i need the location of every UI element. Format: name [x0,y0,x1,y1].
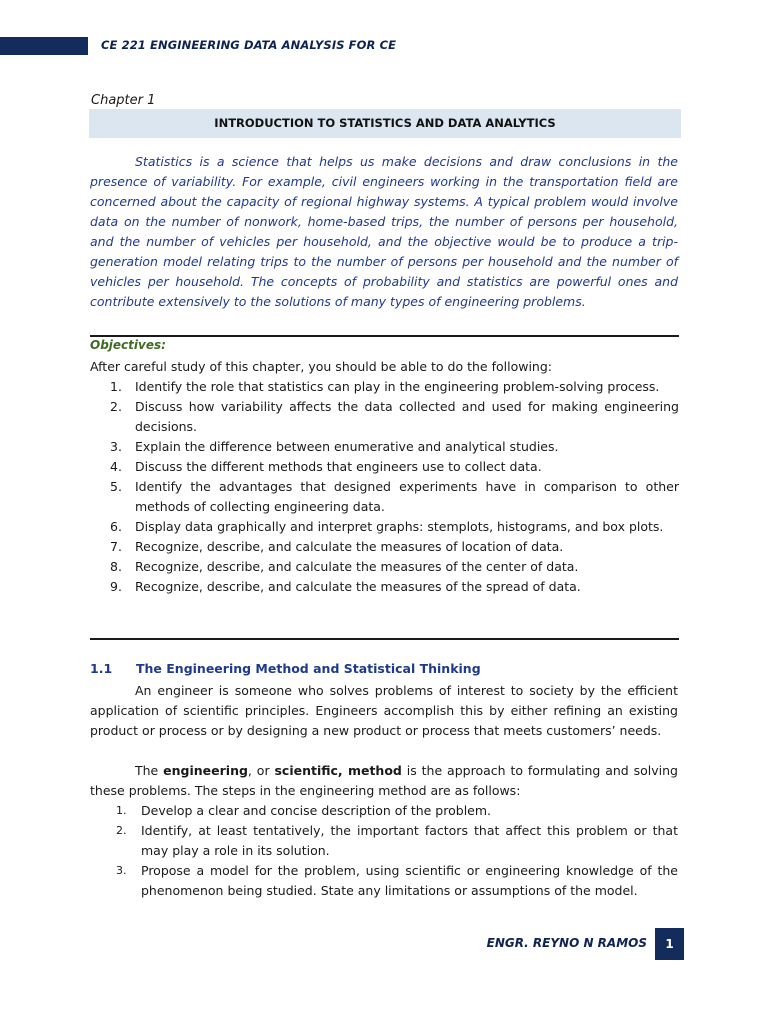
chapter-title: INTRODUCTION TO STATISTICS AND DATA ANALYTICS [214,116,556,130]
objective-number: 7. [110,539,122,554]
objective-number: 3. [110,439,122,454]
method-steps-list [90,801,678,901]
header-accent-bar [0,37,88,55]
objective-number: 2. [110,399,122,414]
objective-text: Explain the difference between enumerative and analytical studies. [135,439,559,454]
step-number: 2. [116,824,127,837]
objective-item [90,477,679,517]
para2-mid: , or [247,763,275,778]
step-item [90,861,678,901]
step-item [90,821,678,861]
objective-text: Recognize, describe, and calculate the measures of location of data. [135,539,564,554]
intro-paragraph: Statistics is a science that helps us make decisions and draw conclusions in the presence of variability. For example, civil engineers working in the transportation field are concerned about the capacity of regional highway systems. A typical problem would involve data on the number of nonwork, home-based trips, the number of persons per household, and the number of vehicles per household, and the objective would be to produce a trip-generation model relating trips to the number of persons per household and the number of vehicles per household. The concepts of probability and statistics are powerful ones and contribute extensively to the solutions of many types of engineering problems. [90,154,678,309]
objective-number: 6. [110,519,122,534]
chapter-label: Chapter 1 [91,93,156,108]
objective-text: Discuss the different methods that engineers use to collect data. [135,459,542,474]
objective-text: Recognize, describe, and calculate the measures of the center of data. [135,559,579,574]
objective-text: Recognize, describe, and calculate the measures of the spread of data. [135,579,581,594]
section-paragraph-2 [90,761,678,801]
page-number: 1 [655,928,684,960]
objective-item [90,517,679,537]
term-scientific-method: scientific, method [274,763,402,778]
step-number: 3. [116,864,127,877]
para2-end: is the approach to formulating and solving these problems. The steps in the engineering method are as follows: [90,763,678,798]
course-title: CE 221 ENGINEERING DATA ANALYSIS FOR CE [101,38,397,52]
objectives-heading: Objectives: [90,338,166,352]
para2-start: The [135,763,164,778]
objective-item [90,457,679,477]
objective-text: Identify the role that statistics can play in the engineering problem-solving process. [135,379,660,394]
objective-text: Display data graphically and interpret graphs: stemplots, histograms, and box plots. [135,519,664,534]
objectives-list [90,377,679,597]
footer-author: ENGR. REYNO N RAMOS [486,936,647,950]
objective-item [90,437,679,457]
step-item [90,801,678,821]
divider-top [90,335,679,337]
step-number: 1. [116,804,127,817]
objective-item [90,377,679,397]
objective-number: 9. [110,579,122,594]
section-paragraph-1: An engineer is someone who solves problems of interest to society by the efficient application of scientific principles. Engineers accomplish this by either refining an existing product or process or by designing a new product or process that meets customers’ needs. [90,683,678,738]
objective-item [90,577,679,597]
section-heading [90,661,481,676]
section-number: 1.1 [90,661,113,676]
objective-number: 4. [110,459,122,474]
objective-item [90,397,679,437]
objective-item [90,557,679,577]
objective-number: 5. [110,479,122,494]
step-text: Develop a clear and concise description of the problem. [141,803,492,818]
objectives-intro: After careful study of this chapter, you should be able to do the following: [90,359,552,374]
step-text: Identify, at least tentatively, the important factors that affect this problem or that may play a role in its solution. [141,823,678,858]
objective-number: 8. [110,559,122,574]
chapter-title-box [89,109,681,138]
objective-text: Discuss how variability affects the data collected and used for making engineering decisions. [135,399,679,434]
objective-text: Identify the advantages that designed experiments have in comparison to other methods of collecting engineering data. [135,479,679,514]
term-engineering: engineering [163,763,248,778]
section-title: The Engineering Method and Statistical Thinking [136,661,481,676]
divider-bottom [90,638,679,640]
objective-item [90,537,679,557]
step-text: Propose a model for the problem, using scientific or engineering knowledge of the phenomenon being studied. State any limitations or assumptions of the model. [141,863,678,898]
objective-number: 1. [110,379,122,394]
